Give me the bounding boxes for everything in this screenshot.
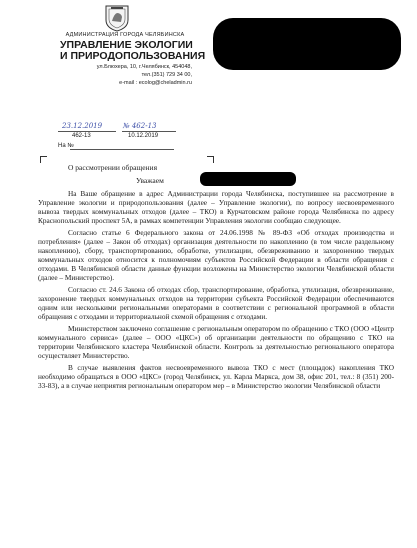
- paragraph: На Ваше обращение в адрес Администрации города Челябинска, поступившее на рассмотрение в Управление экологии и природопользования (далее – Управление экологии), по вопросу несвоевременного вывоза твердых коммунальных отходов (далее – ТКО) в Курчатовском районе города Челябинска по адресу Краснопольский проспект 5А, в рамках компетенции Управления экологии сообщаю следующее.: [38, 189, 394, 225]
- contact-block: [40, 63, 210, 87]
- redacted-recipient-address: [213, 18, 401, 70]
- date-line: [58, 131, 116, 132]
- city-emblem-icon: [104, 4, 130, 32]
- administration-name: АДМИНИСТРАЦИЯ ГОРОДА ЧЕЛЯБИНСКА: [65, 32, 185, 38]
- subject-bracket-left: [40, 156, 47, 163]
- department-name: УПРАВЛЕНИЕ ЭКОЛОГИИ И ПРИРОДОПОЛЬЗОВАНИЯ: [60, 39, 206, 62]
- paragraph: Министерством заключено соглашение с региональным оператором по обращению с ТКО (ООО «Центр коммунального сервиса» (далее – ООО «ЦКС») об организации деятельности по обращению с ТКО на территории Челябинского кластера Челябинской области. Контроль за деятельностью регионального оператора осуществляет Министерство.: [38, 324, 394, 360]
- number-line: [122, 131, 176, 132]
- handwritten-number: № 462-13: [123, 122, 157, 130]
- registration-number: 462-13: [72, 133, 91, 139]
- subject-line: О рассмотрении обращения: [68, 163, 158, 172]
- reference-line: [70, 149, 174, 150]
- salutation: Уважаем: [136, 176, 164, 185]
- paragraph: В случае выявления фактов несвоевременного вывоза ТКО с мест (площадок) накопления ТКО необходимо обращаться в ООО «ЦКС» (город Челябинск, ул. Карла Маркса, дом 38, офис 201, тел.: 8 (351) 200-33-83), а в случае неприятия региональным оператором мер – в Министерство экологии Челябинской области: [38, 363, 394, 390]
- registration-date: 10.12.2019: [128, 133, 159, 139]
- paragraph: Согласно статье 6 Федерального закона от 24.06.1998 № 89-ФЗ «Об отходах производства и потребления» (далее – Закон об отходах) организация деятельности по накоплению (в том числе раздельному накоплению), сбору, транспортированию, обработке, утилизации, обезвреживанию и захоронению твердых коммунальных отходов относится к полномочиям субъектов Российской Федерации в области обращения с отходами. В Челябинской области данные функции возложены на Министерство экологии Челябинской области (далее – Министерство).: [38, 228, 394, 282]
- letterhead: [40, 32, 210, 87]
- paragraph: Согласно ст. 24.6 Закона об отходах сбор, транспортирование, обработка, утилизация, обезвреживание, захоронение твердых коммунальных отходов на территории субъекта Российской Федерации обеспечиваются одним или несколькими региональными операторами в соответствии с региональной программой в области обращения с отходами и территориальной схемой обращения с отходами.: [38, 285, 394, 321]
- address: ул.Блюхера, 10, г.Челябинск, 454048,: [96, 64, 192, 70]
- reference-label: На №: [58, 143, 74, 149]
- redacted-recipient-name: [200, 172, 296, 186]
- phone: тел.(351) 729 34 00,: [141, 72, 192, 78]
- letter-body: [38, 189, 394, 393]
- handwritten-date: 23.12.2019: [62, 122, 103, 130]
- subject-bracket-right: [207, 156, 214, 163]
- email: e-mail : ecolog@cheladmin.ru: [119, 80, 192, 86]
